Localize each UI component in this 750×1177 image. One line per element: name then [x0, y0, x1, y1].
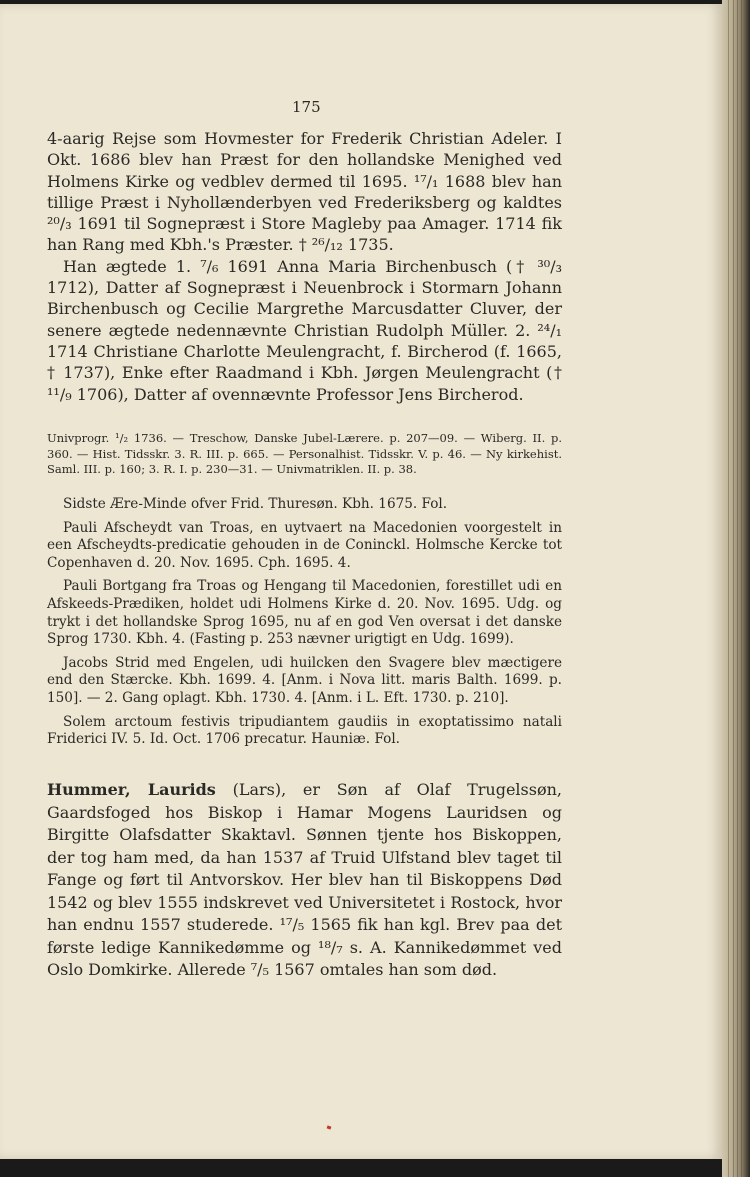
works-list — [47, 496, 562, 755]
work-item: Jacobs Strid med Engelen, udi huilcken den Svagere blev mæctigere end den Stærcke. Kbh. 1699. 4. [Anm. i Nova litt. maris Balth. 1699. p. 150]. — 2. Gang oplagt. Kbh. 1730. 4. [Anm. i L. Eft. 1730. p. 210]. — [47, 654, 562, 706]
biography-entry — [47, 779, 562, 982]
main-text — [47, 128, 562, 405]
work-item: Pauli Afscheydt van Troas, en uytvaert na Macedonien voorgestelt in een Afscheydts-predicatie gehouden in de Coninckl. Holmsche Kercke tot Copenhaven d. 20. Nov. 1695. Cph. 1695. 4. — [47, 519, 562, 571]
red-mark — [327, 1125, 332, 1129]
entry-name: Hummer, Laurids — [47, 780, 216, 799]
paragraph-2: Han ægtede 1. ⁷/₆ 1691 Anna Maria Birchenbusch († ³⁰/₃ 1712), Datter af Sognepræst i Neuenbrock i Stormarn Johann Birchenbusch og Cecilie Margrethe Marcusdatter Cluver, der senere ægtede nedennævnte Christian Rudolph Müller. 2. ²⁴/₁ 1714 Christiane Charlotte Meulengracht, f. Bircherod (f. 1665, † 1737), Enke efter Raadmand i Kbh. Jørgen Meulengracht († ¹¹/₉ 1706), Datter af ovennævnte Professor Jens Bircherod. — [47, 256, 562, 404]
work-item: Solem arctoum festivis tripudiantem gaudiis in exoptatissimo natali Friderici IV. 5. Id. Oct. 1706 precatur. Hauniæ. Fol. — [47, 713, 562, 748]
entry-text: (Lars), er Søn af Olaf Trugelssøn, Gaardsfoged hos Biskop i Hamar Mogens Lauridsen og Birgitte Olafsdatter Skaktavl. Sønnen tjente hos Biskoppen, der tog ham med, da han 1537 af Truid Ulfstand blev taget til Fange og ført til Antvorskov. Her blev han til Biskoppens Død 1542 og blev 1555 indskrevet ved Universitetet i Rostock, hvor han endnu 1557 studerede. ¹⁷/₅ 1565 fik han kgl. Brev paa det første ledige Kannikedømme og ¹⁸/₇ s. A. Kannikedømmet ved Oslo Domkirke. Allerede ⁷/₅ 1567 omtales han som død. — [47, 780, 562, 979]
references-block — [47, 431, 562, 478]
page-number: 175 — [292, 98, 321, 116]
book-page — [0, 4, 722, 1159]
work-item: Sidste Ære-Minde ofver Frid. Thuresøn. Kbh. 1675. Fol. — [63, 496, 448, 512]
paragraph-1: 4-aarig Rejse som Hovmester for Frederik Christian Adeler. I Okt. 1686 blev han Præst for den hollandske Menighed ved Holmens Kirke og vedblev dermed til 1695. ¹⁷/₁ 1688 blev han tillige Præst i Nyhollænderbyen ved Frederiksberg og kaldtes ²⁰/₃ 1691 til Sognepræst i Store Magleby paa Amager. 1714 fik han Rang med Kbh.'s Præster. † ²⁶/₁₂ 1735. — [47, 129, 562, 255]
work-item: Pauli Bortgang fra Troas og Hengang til Macedonien, forestillet udi en Afskeeds-Prædiken, holdet udi Holmens Kirke d. 20. Nov. 1695. Udg. og trykt i det hollandske Sprog 1695, nu af en god Ven oversat i det danske Sprog 1730. Kbh. 4. (Fasting p. 253 nævner urigtigt en Udg. 1699). — [47, 578, 562, 648]
references: Univprogr. ¹/₂ 1736. — Treschow, Danske Jubel-Lærere. p. 207—09. — Wiberg. II. p. 360. — Hist. Tidsskr. 3. R. III. p. 665. — Personalhist. Tidsskr. V. p. 46. — Ny kirkehist. Saml. III. p. 160; 3. R. I. p. 230—31. — Univmatriklen. II. p. 38. — [47, 431, 562, 476]
biography-paragraph — [47, 779, 562, 982]
page-edge — [722, 0, 750, 1177]
